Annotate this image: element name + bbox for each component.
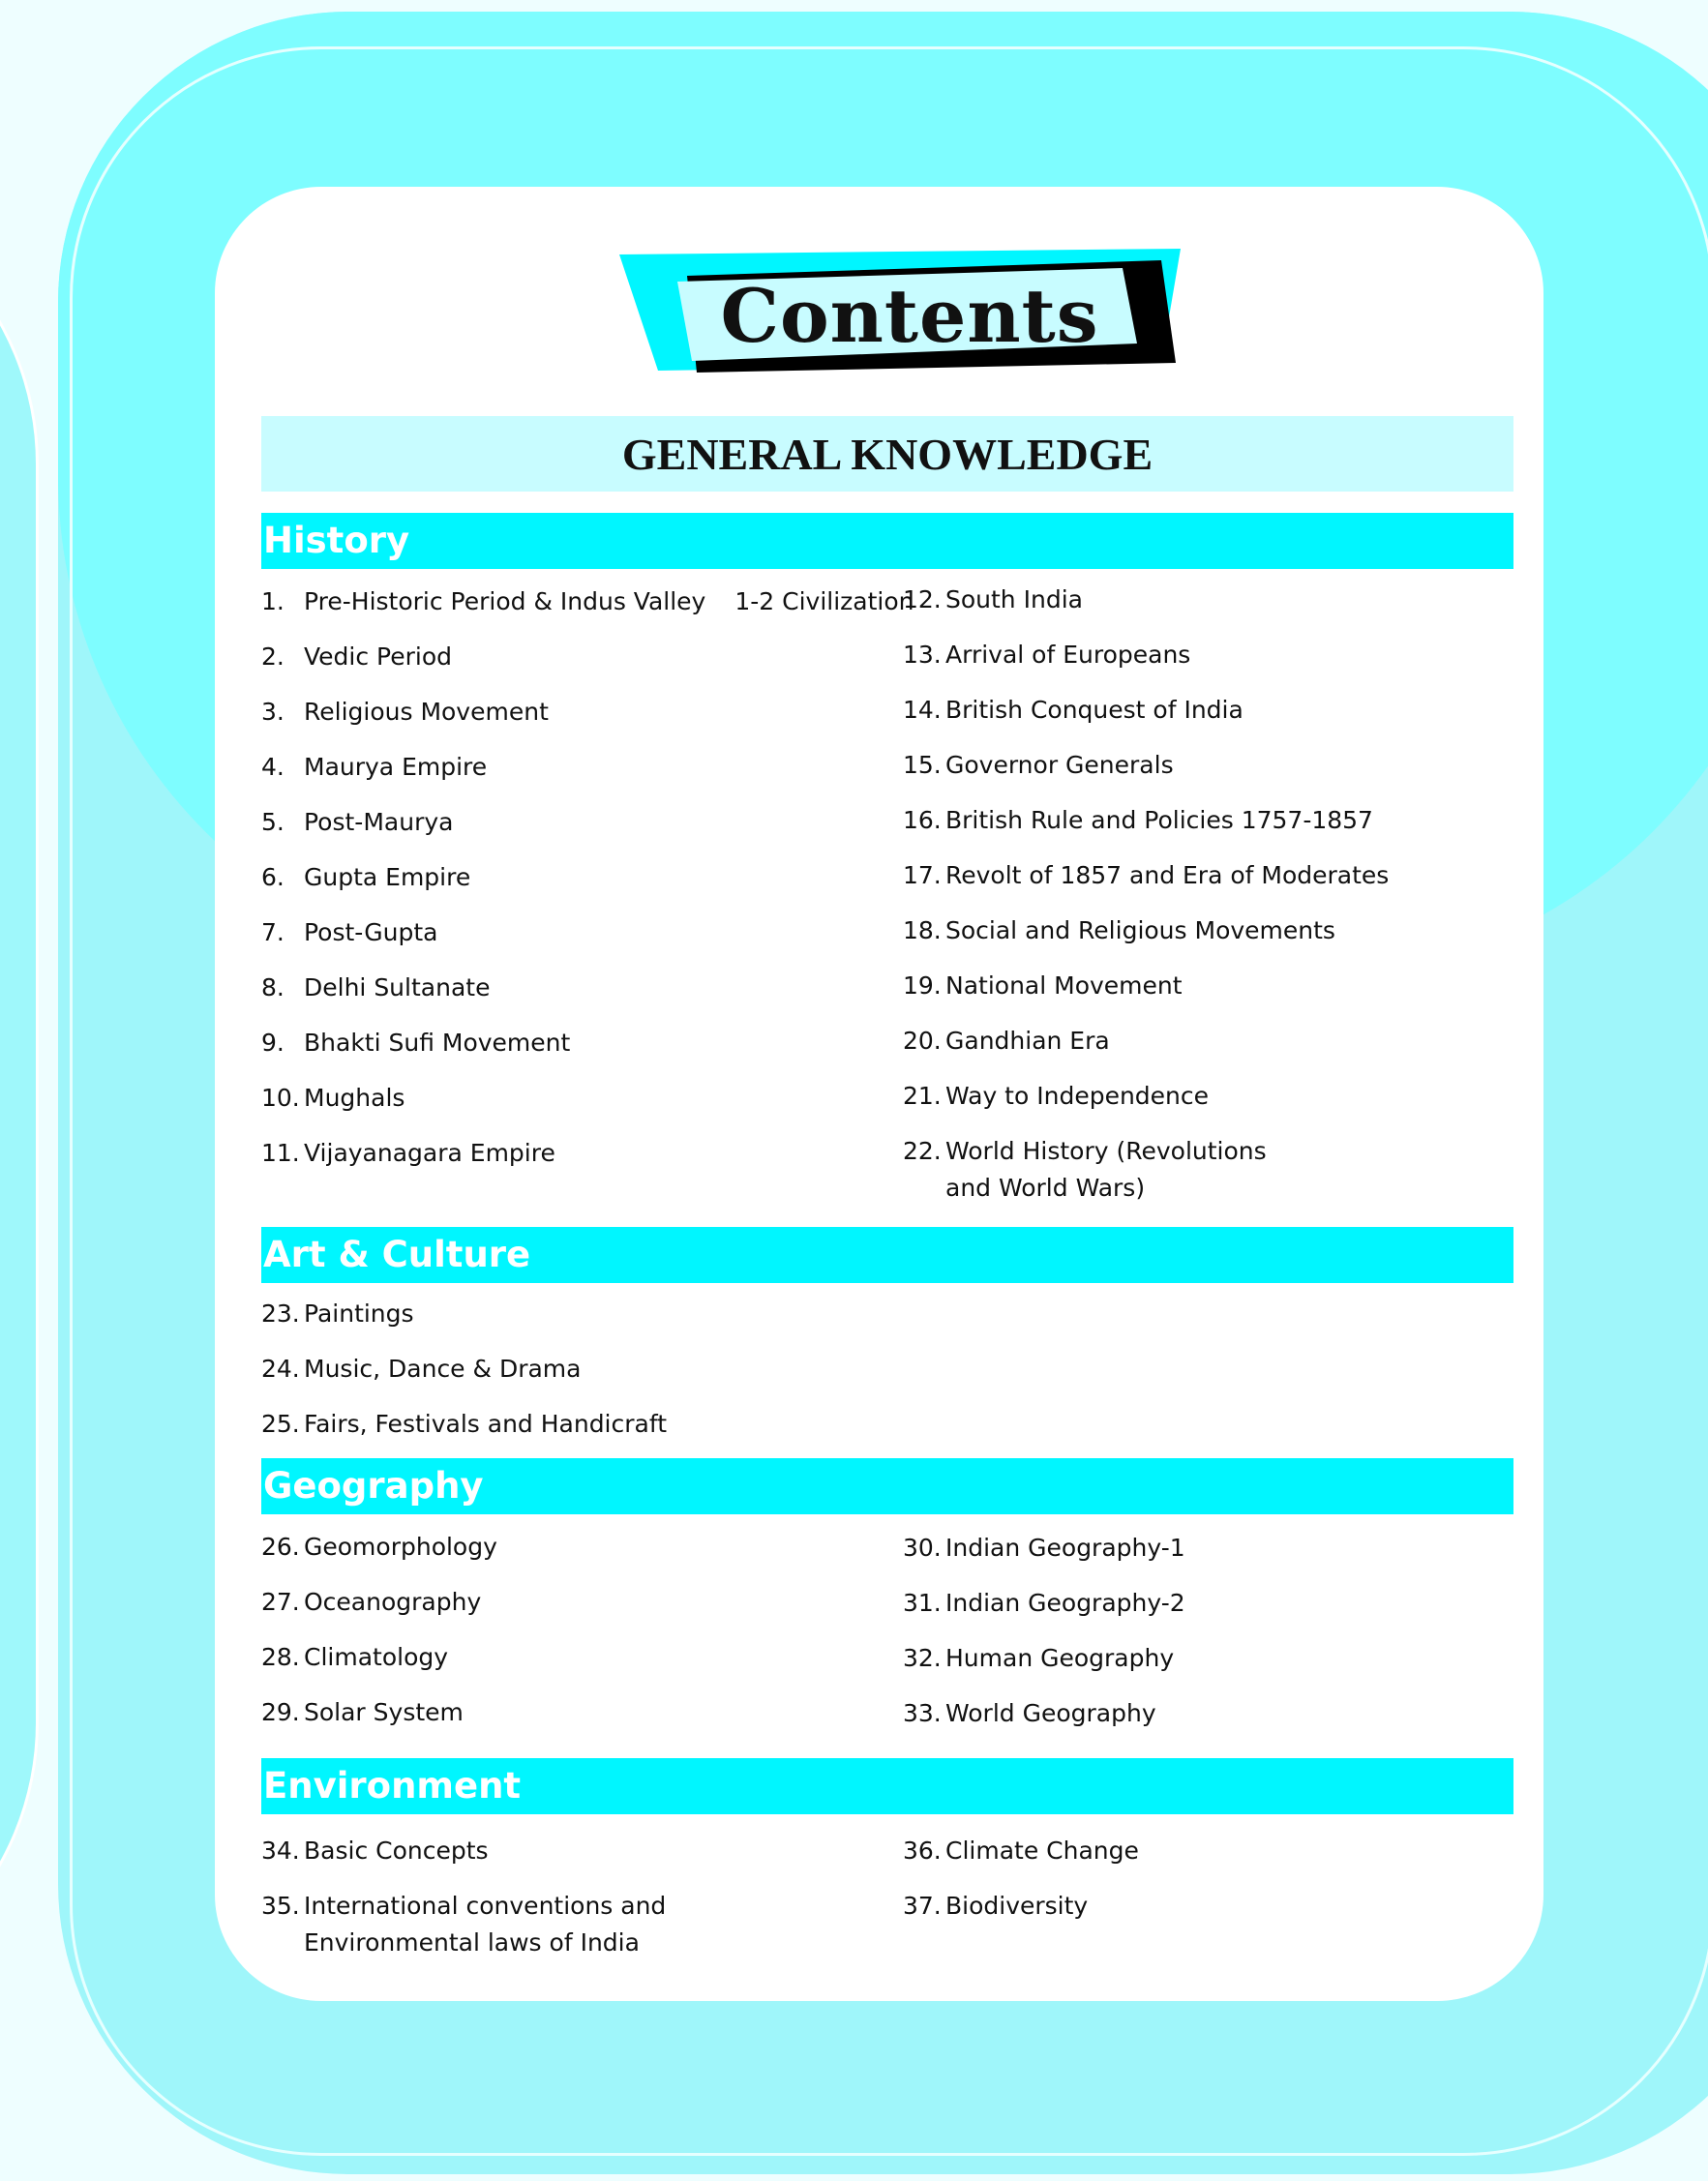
list-item[interactable]: 15. Governor Generals: [903, 751, 1174, 779]
contents-heading: Contents: [720, 273, 1099, 359]
list-item[interactable]: 2. Vedic Period: [261, 642, 453, 671]
list-item[interactable]: 3. Religious Movement: [261, 698, 549, 726]
list-item-continuation: and World Wars): [945, 1174, 1146, 1202]
list-item[interactable]: 31. Indian Geography-2: [903, 1589, 1185, 1617]
list-item-continuation: Environmental laws of India: [304, 1928, 640, 1957]
list-item[interactable]: 13. Arrival of Europeans: [903, 641, 1191, 669]
list-item[interactable]: 29. Solar System: [261, 1698, 464, 1726]
list-item[interactable]: 26. Geomorphology: [261, 1533, 497, 1561]
list-item[interactable]: 24. Music, Dance & Drama: [261, 1355, 582, 1383]
list-item[interactable]: 19. National Movement: [903, 971, 1183, 1000]
list-item[interactable]: 22. World History (Revolutions and World Wars): [903, 1133, 1267, 1207]
list-item[interactable]: 1. Pre-Historic Period & Indus Valley 1-2 Civilization: [261, 587, 914, 615]
list-item[interactable]: 33. World Geography: [903, 1699, 1156, 1727]
list-item[interactable]: 23. Paintings: [261, 1300, 414, 1328]
list-item[interactable]: 9. Bhakti Sufi Movement: [261, 1029, 571, 1057]
list-item[interactable]: 36. Climate Change: [903, 1837, 1139, 1865]
list-item[interactable]: 14. British Conquest of India: [903, 696, 1244, 724]
background-left-arc: [0, 174, 39, 2013]
list-item[interactable]: 25. Fairs, Festivals and Handicraft: [261, 1410, 668, 1438]
list-item[interactable]: 11. Vijayanagara Empire: [261, 1139, 555, 1167]
section-title-geography: Geography: [261, 1458, 1513, 1514]
general-knowledge-banner: GENERAL KNOWLEDGE: [261, 416, 1513, 492]
list-item[interactable]: 6. Gupta Empire: [261, 863, 471, 891]
list-item[interactable]: 16. British Rule and Policies 1757-1857: [903, 806, 1373, 834]
section-title-environment: Environment: [261, 1758, 1513, 1814]
list-item[interactable]: 7. Post-Gupta: [261, 918, 438, 946]
list-item[interactable]: 32. Human Geography: [903, 1644, 1175, 1672]
list-item[interactable]: 8. Delhi Sultanate: [261, 973, 491, 1001]
list-item[interactable]: 18. Social and Religious Movements: [903, 916, 1335, 944]
section-title-history: History: [261, 513, 1513, 569]
list-item[interactable]: 4. Maurya Empire: [261, 753, 488, 781]
list-item-extra: 1-2 Civilization: [734, 587, 914, 615]
list-item[interactable]: 28. Climatology: [261, 1643, 449, 1671]
list-item[interactable]: 21. Way to Independence: [903, 1082, 1210, 1110]
list-item[interactable]: 10. Mughals: [261, 1084, 405, 1112]
list-item[interactable]: 35. International conventions and Environmental laws of India: [261, 1888, 666, 1961]
list-item[interactable]: 5. Post-Maurya: [261, 808, 454, 836]
list-item[interactable]: 37. Biodiversity: [903, 1892, 1089, 1920]
list-item[interactable]: 12. South India: [903, 585, 1083, 613]
list-item[interactable]: 20. Gandhian Era: [903, 1027, 1110, 1055]
section-title-art-culture: Art & Culture: [261, 1227, 1513, 1283]
list-item[interactable]: 27. Oceanography: [261, 1588, 482, 1616]
list-item[interactable]: 30. Indian Geography-1: [903, 1534, 1185, 1562]
list-item[interactable]: 34. Basic Concepts: [261, 1837, 489, 1865]
list-item[interactable]: 17. Revolt of 1857 and Era of Moderates: [903, 861, 1390, 889]
